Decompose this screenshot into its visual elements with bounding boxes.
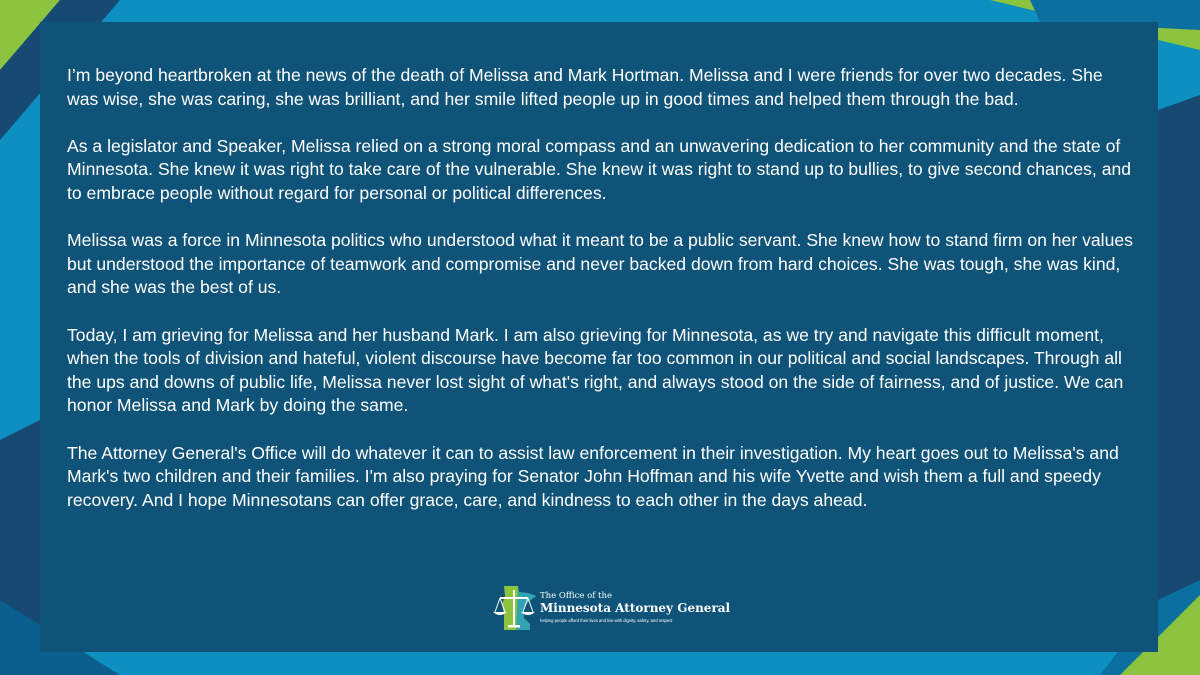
- paragraph-3: Melissa was a force in Minnesota politics who understood what it meant to be a public servant. She knew how to stand firm on her values but understood the importance of teamwork and compromise and never backed down from hard choices. She was tough, she was kind, and she was the best of us.: [67, 230, 1133, 298]
- logo-line-1: The Office of the: [540, 591, 612, 601]
- paragraph-1: I’m beyond heartbroken at the news of the death of Melissa and Mark Hortman. Melissa and I were friends for over two decades. She was wise, she was caring, she was brilliant, and her smile lifted people up in good times and helped them through the bad.: [67, 65, 1103, 109]
- statement-text: [67, 64, 1137, 536]
- attorney-general-logo: [490, 584, 730, 632]
- logo-line-2: Minnesota Attorney General: [540, 601, 731, 615]
- logo-tagline: helping people afford their lives and live with dignity, safety, and respect: [540, 618, 673, 623]
- paragraph-4: Today, I am grieving for Melissa and her husband Mark. I am also grieving for Minnesota, as we try and navigate this difficult moment, when the tools of division and hateful, violent discourse have become far too common in our political and social landscapes. Through all the ups and downs of public life, Melissa never lost sight of what's right, and always stood on the side of fairness, and of justice. We can honor Melissa and Mark by doing the same.: [67, 324, 1124, 416]
- minnesota-scales-icon: [490, 584, 542, 632]
- paragraph-2: As a legislator and Speaker, Melissa relied on a strong moral compass and an unwavering dedication to her community and the state of Minnesota. She knew it was right to take care of the vulnerable. She knew it was right to stand up to bullies, to give second chances, and to embrace people without regard for personal or political differences.: [67, 135, 1132, 203]
- paragraph-5: The Attorney General's Office will do whatever it can to assist law enforcement in their investigation. My heart goes out to Melissa's and Mark's two children and their families. I'm also praying for Senator John Hoffman and his wife Yvette and wish them a full and speedy recovery. And I hope Minnesotans can offer grace, care, and kindness to each other in the days ahead.: [67, 442, 1119, 510]
- right-navy-shape: [1158, 95, 1200, 620]
